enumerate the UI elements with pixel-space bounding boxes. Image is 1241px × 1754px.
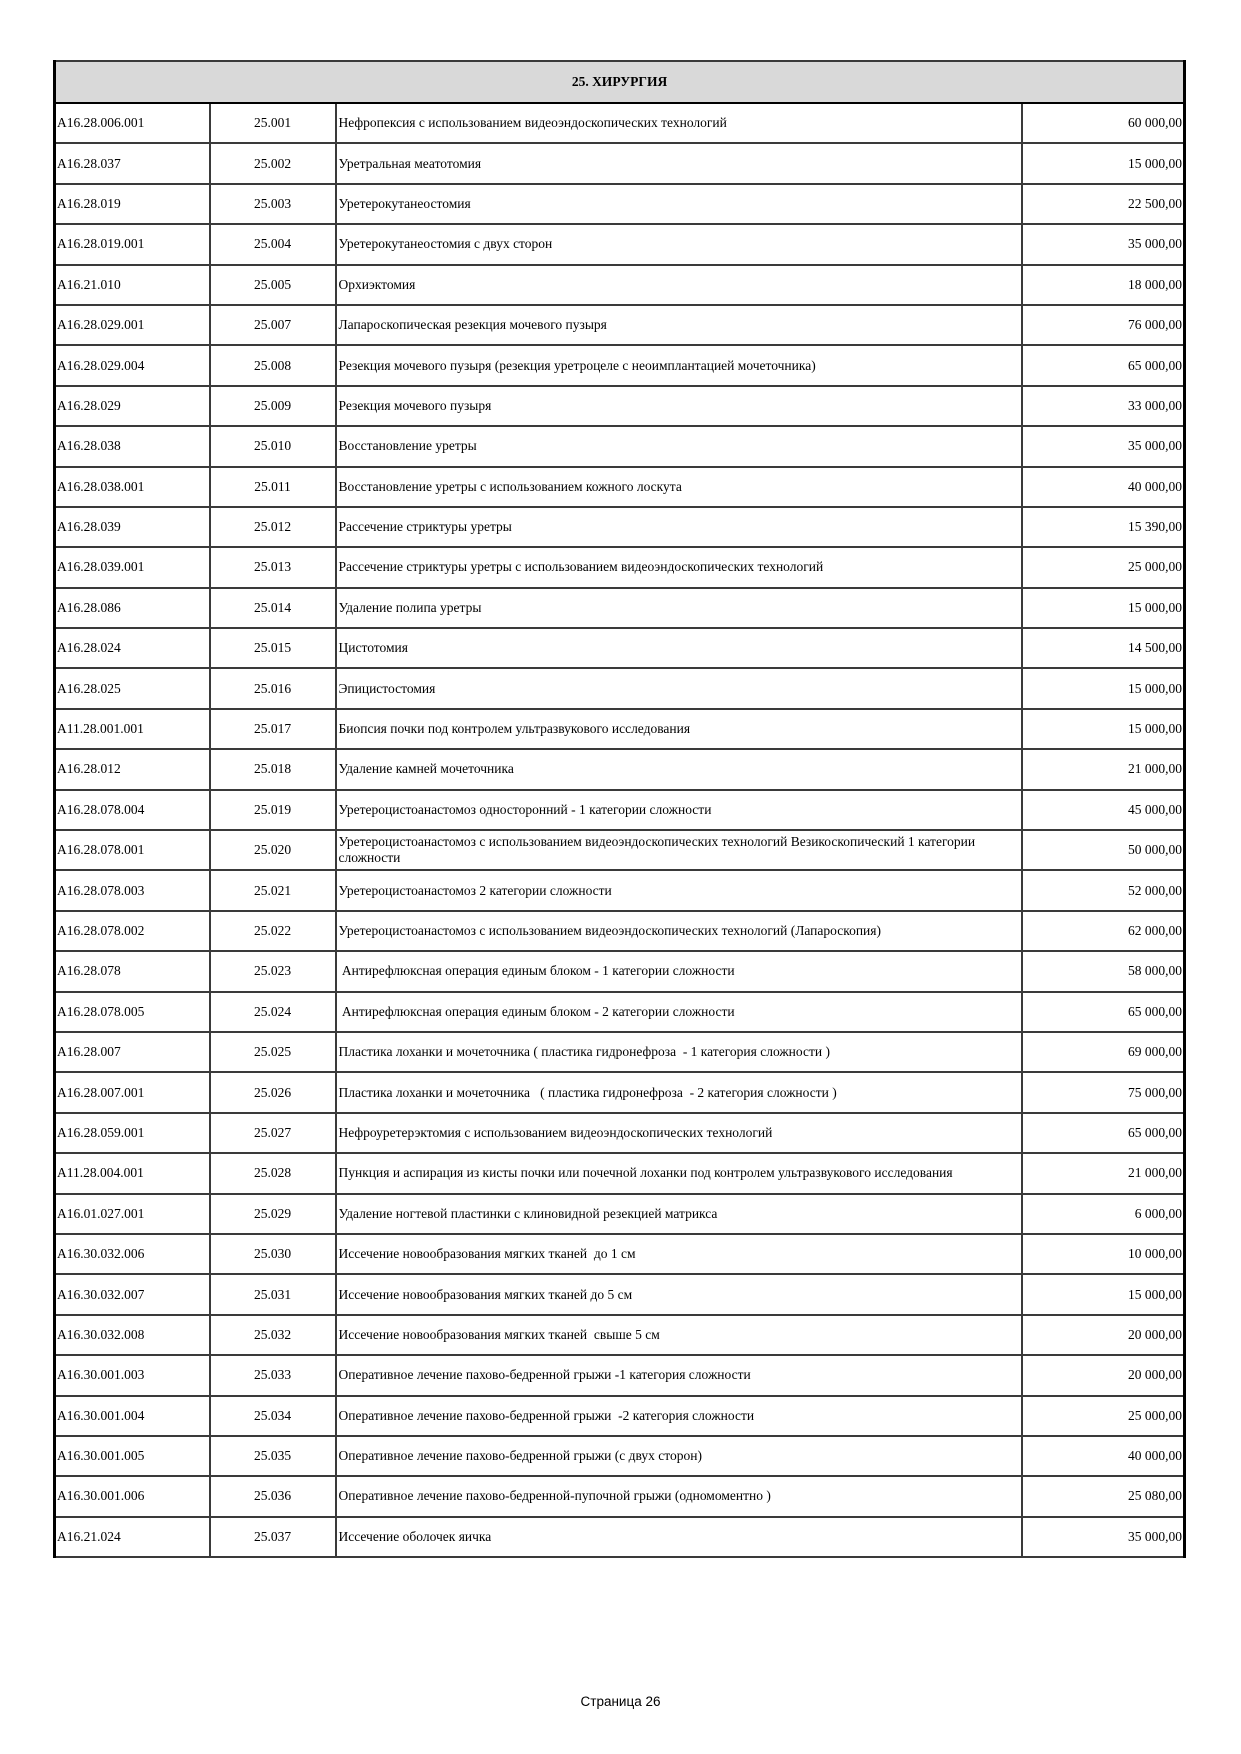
table-row [55, 830, 1185, 870]
table-row [55, 1113, 1185, 1153]
item-number: 25.034 [210, 1396, 336, 1436]
service-price: 52 000,00 [1022, 870, 1185, 910]
table-row [55, 588, 1185, 628]
service-code: A16.28.029.004 [55, 345, 210, 385]
table-row [55, 507, 1185, 547]
table-row [55, 992, 1185, 1032]
service-code: A16.30.001.005 [55, 1436, 210, 1476]
table-row [55, 1032, 1185, 1072]
service-name: Удаление полипа уретры [336, 588, 1022, 628]
service-name: Иссечение новообразования мягких тканей до 5 см [336, 1274, 1022, 1314]
item-number: 25.018 [210, 749, 336, 789]
service-name: Нефропексия с использованием видеоэндоскопических технологий [336, 103, 1022, 143]
service-name: Удаление ногтевой пластинки с клиновидной резекцией матрикса [336, 1194, 1022, 1234]
table-row [55, 709, 1185, 749]
service-code: A16.01.027.001 [55, 1194, 210, 1234]
item-number: 25.036 [210, 1476, 336, 1516]
service-code: A16.30.032.007 [55, 1274, 210, 1314]
service-name: Цистотомия [336, 628, 1022, 668]
service-name: Антирефлюксная операция единым блоком - 2 категории сложности [336, 992, 1022, 1032]
item-number: 25.022 [210, 911, 336, 951]
service-code: A16.28.012 [55, 749, 210, 789]
service-price: 65 000,00 [1022, 345, 1185, 385]
table-row [55, 305, 1185, 345]
section-title: 25. ХИРУРГИЯ [55, 61, 1185, 103]
service-code: A16.21.010 [55, 265, 210, 305]
price-list-body [55, 61, 1185, 1557]
service-code: A16.28.019.001 [55, 224, 210, 264]
service-code: A16.28.059.001 [55, 1113, 210, 1153]
table-row [55, 1436, 1185, 1476]
service-code: A16.28.078.004 [55, 790, 210, 830]
service-code: A11.28.004.001 [55, 1153, 210, 1193]
item-number: 25.005 [210, 265, 336, 305]
service-price: 15 000,00 [1022, 668, 1185, 708]
table-row [55, 628, 1185, 668]
service-price: 33 000,00 [1022, 386, 1185, 426]
table-row [55, 911, 1185, 951]
item-number: 25.029 [210, 1194, 336, 1234]
table-row [55, 265, 1185, 305]
service-name: Иссечение новообразования мягких тканей свыше 5 см [336, 1315, 1022, 1355]
service-name: Иссечение новообразования мягких тканей до 1 см [336, 1234, 1022, 1274]
service-price: 45 000,00 [1022, 790, 1185, 830]
item-number: 25.014 [210, 588, 336, 628]
item-number: 25.033 [210, 1355, 336, 1395]
service-code: A16.28.039 [55, 507, 210, 547]
service-code: A16.28.025 [55, 668, 210, 708]
service-price: 75 000,00 [1022, 1072, 1185, 1112]
service-name: Рассечение стриктуры уретры [336, 507, 1022, 547]
service-price: 50 000,00 [1022, 830, 1185, 870]
service-name: Восстановление уретры [336, 426, 1022, 466]
service-name: Пластика лоханки и мочеточника ( пластика гидронефроза - 2 категория сложности ) [336, 1072, 1022, 1112]
item-number: 25.003 [210, 184, 336, 224]
item-number: 25.010 [210, 426, 336, 466]
service-price: 25 000,00 [1022, 547, 1185, 587]
service-name: Орхиэктомия [336, 265, 1022, 305]
table-row [55, 1476, 1185, 1516]
service-name: Резекция мочевого пузыря [336, 386, 1022, 426]
table-row [55, 143, 1185, 183]
service-price: 22 500,00 [1022, 184, 1185, 224]
item-number: 25.031 [210, 1274, 336, 1314]
item-number: 25.009 [210, 386, 336, 426]
service-name: Резекция мочевого пузыря (резекция уретроцеле с неоимплантацией мочеточника) [336, 345, 1022, 385]
table-row [55, 1234, 1185, 1274]
table-row [55, 103, 1185, 143]
item-number: 25.002 [210, 143, 336, 183]
table-row [55, 426, 1185, 466]
service-price: 35 000,00 [1022, 1517, 1185, 1557]
item-number: 25.013 [210, 547, 336, 587]
table-row [55, 749, 1185, 789]
item-number: 25.011 [210, 467, 336, 507]
table-row [55, 467, 1185, 507]
service-name: Пункция и аспирация из кисты почки или почечной лоханки под контролем ультразвукового исследования [336, 1153, 1022, 1193]
item-number: 25.025 [210, 1032, 336, 1072]
service-name: Уретероцистоанастомоз с использованием видеоэндоскопических технологий (Лапароскопия) [336, 911, 1022, 951]
service-price: 40 000,00 [1022, 1436, 1185, 1476]
service-price: 62 000,00 [1022, 911, 1185, 951]
service-name: Нефроуретерэктомия с использованием видеоэндоскопических технологий [336, 1113, 1022, 1153]
service-price: 15 000,00 [1022, 1274, 1185, 1314]
service-code: A16.28.039.001 [55, 547, 210, 587]
table-row [55, 547, 1185, 587]
service-price: 6 000,00 [1022, 1194, 1185, 1234]
service-code: A16.28.078.003 [55, 870, 210, 910]
table-row [55, 1153, 1185, 1193]
service-price: 20 000,00 [1022, 1315, 1185, 1355]
service-code: A16.28.038.001 [55, 467, 210, 507]
service-price: 15 000,00 [1022, 143, 1185, 183]
service-code: A16.30.001.006 [55, 1476, 210, 1516]
service-code: A16.28.006.001 [55, 103, 210, 143]
service-name: Уретерокутанеостомия [336, 184, 1022, 224]
service-code: A16.28.078 [55, 951, 210, 991]
service-code: A16.30.001.004 [55, 1396, 210, 1436]
service-name: Оперативное лечение пахово-бедренной грыжи -1 категория сложности [336, 1355, 1022, 1395]
item-number: 25.008 [210, 345, 336, 385]
service-code: A16.30.032.006 [55, 1234, 210, 1274]
service-price: 18 000,00 [1022, 265, 1185, 305]
item-number: 25.001 [210, 103, 336, 143]
service-name: Иссечение оболочек яичка [336, 1517, 1022, 1557]
service-name: Оперативное лечение пахово-бедренной грыжи -2 категория сложности [336, 1396, 1022, 1436]
service-code: A16.21.024 [55, 1517, 210, 1557]
section-header-row [55, 61, 1185, 103]
service-price: 15 000,00 [1022, 709, 1185, 749]
table-row [55, 870, 1185, 910]
item-number: 25.015 [210, 628, 336, 668]
price-list-table [53, 60, 1186, 1558]
service-price: 25 000,00 [1022, 1396, 1185, 1436]
item-number: 25.030 [210, 1234, 336, 1274]
table-row [55, 1355, 1185, 1395]
service-name: Лапароскопическая резекция мочевого пузыря [336, 305, 1022, 345]
service-code: A16.30.032.008 [55, 1315, 210, 1355]
service-name: Эпицистостомия [336, 668, 1022, 708]
table-row [55, 1517, 1185, 1557]
service-price: 58 000,00 [1022, 951, 1185, 991]
table-row [55, 1072, 1185, 1112]
service-code: A16.28.007 [55, 1032, 210, 1072]
item-number: 25.007 [210, 305, 336, 345]
service-name: Рассечение стриктуры уретры с использованием видеоэндоскопических технологий [336, 547, 1022, 587]
item-number: 25.021 [210, 870, 336, 910]
service-price: 14 500,00 [1022, 628, 1185, 668]
item-number: 25.012 [210, 507, 336, 547]
item-number: 25.027 [210, 1113, 336, 1153]
service-code: A16.28.007.001 [55, 1072, 210, 1112]
page-number: Страница 26 [580, 1694, 661, 1709]
service-price: 21 000,00 [1022, 1153, 1185, 1193]
service-code: A16.28.078.001 [55, 830, 210, 870]
service-name: Уретероцистоанастомоз односторонний - 1 категории сложности [336, 790, 1022, 830]
item-number: 25.032 [210, 1315, 336, 1355]
table-row [55, 224, 1185, 264]
service-code: A16.28.038 [55, 426, 210, 466]
service-name: Удаление камней мочеточника [336, 749, 1022, 789]
service-code: A16.28.078.005 [55, 992, 210, 1032]
service-code: A16.28.029 [55, 386, 210, 426]
service-price: 65 000,00 [1022, 992, 1185, 1032]
service-price: 35 000,00 [1022, 426, 1185, 466]
item-number: 25.026 [210, 1072, 336, 1112]
table-row [55, 184, 1185, 224]
service-code: A16.28.086 [55, 588, 210, 628]
service-price: 60 000,00 [1022, 103, 1185, 143]
item-number: 25.019 [210, 790, 336, 830]
item-number: 25.016 [210, 668, 336, 708]
service-name: Уретероцистоанастомоз с использованием видеоэндоскопических технологий Везикоскопический 1 категории сложности [336, 830, 1022, 870]
service-code: A16.28.029.001 [55, 305, 210, 345]
table-row [55, 1274, 1185, 1314]
service-price: 15 000,00 [1022, 588, 1185, 628]
table-row [55, 668, 1185, 708]
service-price: 20 000,00 [1022, 1355, 1185, 1395]
service-code: A11.28.001.001 [55, 709, 210, 749]
table-row [55, 345, 1185, 385]
service-name: Антирефлюксная операция единым блоком - 1 категории сложности [336, 951, 1022, 991]
item-number: 25.035 [210, 1436, 336, 1476]
service-price: 21 000,00 [1022, 749, 1185, 789]
service-code: A16.30.001.003 [55, 1355, 210, 1395]
item-number: 25.004 [210, 224, 336, 264]
table-row [55, 1396, 1185, 1436]
item-number: 25.023 [210, 951, 336, 991]
service-price: 15 390,00 [1022, 507, 1185, 547]
item-number: 25.037 [210, 1517, 336, 1557]
table-row [55, 951, 1185, 991]
service-name: Восстановление уретры с использованием кожного лоскута [336, 467, 1022, 507]
service-price: 35 000,00 [1022, 224, 1185, 264]
service-name: Биопсия почки под контролем ультразвукового исследования [336, 709, 1022, 749]
table-row [55, 790, 1185, 830]
table-row [55, 1194, 1185, 1234]
service-price: 76 000,00 [1022, 305, 1185, 345]
service-price: 10 000,00 [1022, 1234, 1185, 1274]
service-price: 40 000,00 [1022, 467, 1185, 507]
service-price: 25 080,00 [1022, 1476, 1185, 1516]
service-price: 65 000,00 [1022, 1113, 1185, 1153]
service-price: 69 000,00 [1022, 1032, 1185, 1072]
service-name: Уретральная меатотомия [336, 143, 1022, 183]
table-row [55, 386, 1185, 426]
service-code: A16.28.019 [55, 184, 210, 224]
table-row [55, 1315, 1185, 1355]
item-number: 25.028 [210, 1153, 336, 1193]
service-name: Оперативное лечение пахово-бедренной грыжи (с двух сторон) [336, 1436, 1022, 1476]
item-number: 25.024 [210, 992, 336, 1032]
service-code: A16.28.078.002 [55, 911, 210, 951]
service-name: Уретерокутанеостомия с двух сторон [336, 224, 1022, 264]
item-number: 25.017 [210, 709, 336, 749]
service-name: Уретероцистоанастомоз 2 категории сложности [336, 870, 1022, 910]
service-name: Пластика лоханки и мочеточника ( пластика гидронефроза - 1 категория сложности ) [336, 1032, 1022, 1072]
service-name: Оперативное лечение пахово-бедренной-пупочной грыжи (одномоментно ) [336, 1476, 1022, 1516]
item-number: 25.020 [210, 830, 336, 870]
service-code: A16.28.037 [55, 143, 210, 183]
service-code: A16.28.024 [55, 628, 210, 668]
